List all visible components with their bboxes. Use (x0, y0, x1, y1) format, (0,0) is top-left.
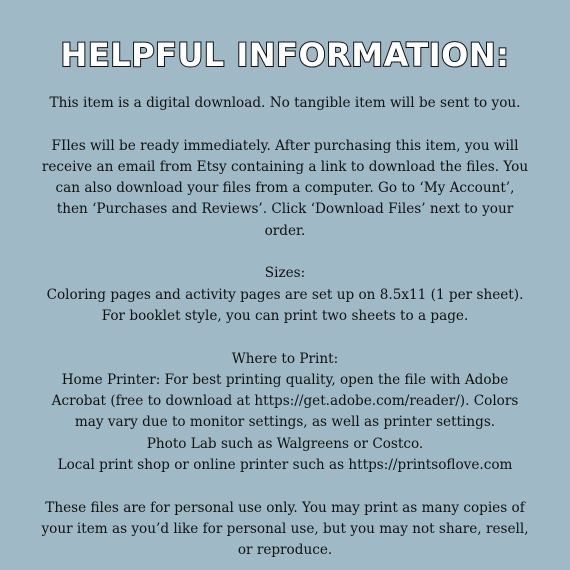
where-to-print-heading: Where to Print: (231, 350, 339, 367)
download-section (20, 136, 550, 242)
where-to-print-line: Home Printer: For best printing quality, open the file with Adobe (61, 371, 509, 388)
usage-line: your item as you’d like for personal use, but you may not share, resell, (41, 520, 529, 537)
where-to-print-section (20, 349, 550, 477)
download-line: receive an email from Etsy containing a link to download the files. You (41, 158, 529, 175)
where-to-print-line: Photo Lab such as Walgreens or Costco. (146, 435, 424, 452)
usage-section (20, 498, 550, 562)
download-line: FIles will be ready immediately. After purchasing this item, you will (51, 137, 519, 154)
spacer (20, 476, 550, 497)
spacer (20, 242, 550, 263)
download-line: order. (264, 222, 306, 239)
sizes-line: For booklet style, you can print two sheets to a page. (101, 307, 469, 324)
intro-text: This item is a digital download. No tangible item will be sent to you. (49, 95, 521, 111)
sizes-section (20, 263, 550, 327)
where-to-print-line: Local print shop or online printer such as https://printsoflove.com (57, 457, 513, 474)
download-line: can also download your files from a computer. Go to ‘My Account’, (55, 180, 515, 197)
info-body (20, 93, 550, 562)
download-line: then ‘Purchases and Reviews’. Click ‘Download Files’ next to your (56, 201, 514, 218)
sizes-line: Coloring pages and activity pages are set up on 8.5x11 (1 per sheet). (46, 286, 524, 303)
spacer (20, 114, 550, 135)
page-title: HELPFUL INFORMATION: (60, 36, 510, 74)
usage-line: These files are for personal use only. You may print as many copies of (45, 499, 525, 516)
where-to-print-line: may vary due to monitor settings, as well as printer settings. (74, 414, 496, 431)
spacer (20, 327, 550, 348)
where-to-print-line: Acrobat (free to download at https://get.adobe.com/reader/). Colors (51, 393, 519, 410)
sizes-heading: Sizes: (264, 265, 306, 282)
usage-line: or reproduce. (237, 542, 333, 559)
